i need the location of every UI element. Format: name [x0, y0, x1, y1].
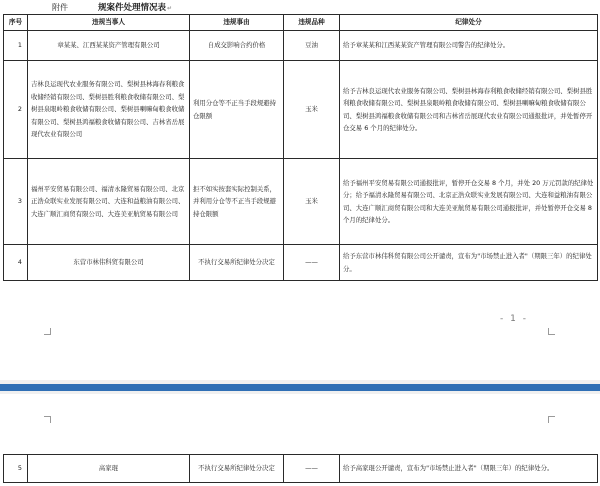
document-heading — [0, 1, 600, 15]
cell-product: —— — [284, 455, 340, 483]
page-corner-mark — [548, 416, 555, 423]
table-row — [4, 455, 598, 483]
cell-no: 4 — [4, 245, 28, 281]
header-party: 违规当事人 — [28, 15, 190, 31]
violations-table — [3, 14, 598, 281]
cell-penalty: 给予章某某和江西某某资产管理有限公司警告的纪律处分。 — [340, 31, 598, 61]
page-number: - 1 - — [500, 314, 528, 324]
table-title — [98, 1, 172, 13]
cell-no: 5 — [4, 455, 28, 483]
cell-penalty: 给予东营市林伟科贸有限公司公开谴责，宣布为"市场禁止进入者"（期限三年）的纪律处分。 — [340, 245, 598, 281]
header-no: 序号 — [4, 15, 28, 31]
page-corner-mark — [44, 416, 51, 423]
cell-party: 高家琨 — [28, 455, 190, 483]
cell-product: 豆油 — [284, 31, 340, 61]
page-corner-mark — [44, 328, 51, 335]
table-row — [4, 245, 598, 281]
header-product: 违规品种 — [284, 15, 340, 31]
header-penalty: 纪律处分 — [340, 15, 598, 31]
violations-table-continued — [3, 454, 598, 483]
cell-product: 玉米 — [284, 61, 340, 159]
cell-no: 2 — [4, 61, 28, 159]
cell-party: 吉林良运现代农业服务有限公司、梨树县林海春利粮食收储经销有限公司、梨树县胜利粮食收储有限公司、梨树县泉眼岭粮食收储有限公司、梨树县喇嘛甸粮食收储有限公司、梨树县鸿福粮食收储有限公司、吉林省岳展现代农业有限公司 — [28, 61, 190, 159]
page-gap-bar — [0, 384, 600, 391]
cell-reason: 拒不如实按套实际控制关系，并利用分仓等不正当手段规避持仓限额 — [190, 159, 284, 245]
cell-penalty: 给予吉林良运现代农业服务有限公司、梨树县林海春利粮食收储经销有限公司、梨树县胜利粮食收储有限公司、梨树县泉眼岭粮食收储有限公司、梨树县喇嘛甸粮食收储有限公司、梨树县鸿福粮食收储有限公司和吉林省岳展现代农业有限公司通报批评，并处暂停开仓交易 6 个月的纪律处分。 — [340, 61, 598, 159]
cell-penalty: 给予福州平安贸易有限公司通报批评，暂停开仓交易 8 个月，并处 20 万元罚款的纪律处分；给予福清永隆贸易有限公司、北京正浩众联实业发展有限公司、大连和益粮油有限公司、大连广顺汇商贸有限公司和大连美亚航贸易有限公司通报批评，并处暂停开仓交易 8 个月的纪律处分。 — [340, 159, 598, 245]
cell-party: 章某某、江西某某资产管理有限公司 — [28, 31, 190, 61]
header-reason: 违规事由 — [190, 15, 284, 31]
page-separator — [0, 380, 600, 394]
cell-product: 玉米 — [284, 159, 340, 245]
table-header-row — [4, 15, 598, 31]
table-row — [4, 159, 598, 245]
cell-reason: 利用分仓等不正当手段规避持仓限额 — [190, 61, 284, 159]
cell-party: 福州平安贸易有限公司、福清永隆贸易有限公司、北京正浩众联实业发展有限公司、大连和益粮油有限公司、大连广顺汇商贸有限公司、大连美亚航贸易有限公司 — [28, 159, 190, 245]
cell-reason: 不执行交易所纪律处分决定 — [190, 245, 284, 281]
cell-penalty: 给予高家琨公开谴责，宣布为"市场禁止进入者"（期限三年）的纪律处分。 — [340, 455, 598, 483]
cell-product: —— — [284, 245, 340, 281]
cell-reason: 自成交影响合约价格 — [190, 31, 284, 61]
table-row — [4, 31, 598, 61]
page-corner-mark — [548, 328, 555, 335]
cell-no: 1 — [4, 31, 28, 61]
annex-label: 附件 — [52, 3, 68, 12]
cell-no: 3 — [4, 159, 28, 245]
table-title-text: 规案件处理情况表 — [98, 3, 167, 13]
cell-party: 东营市林伟科贸有限公司 — [28, 245, 190, 281]
table-row — [4, 61, 598, 159]
cell-reason: 不执行交易所纪律处分决定 — [190, 455, 284, 483]
paragraph-mark-icon: ↵ — [167, 5, 173, 12]
